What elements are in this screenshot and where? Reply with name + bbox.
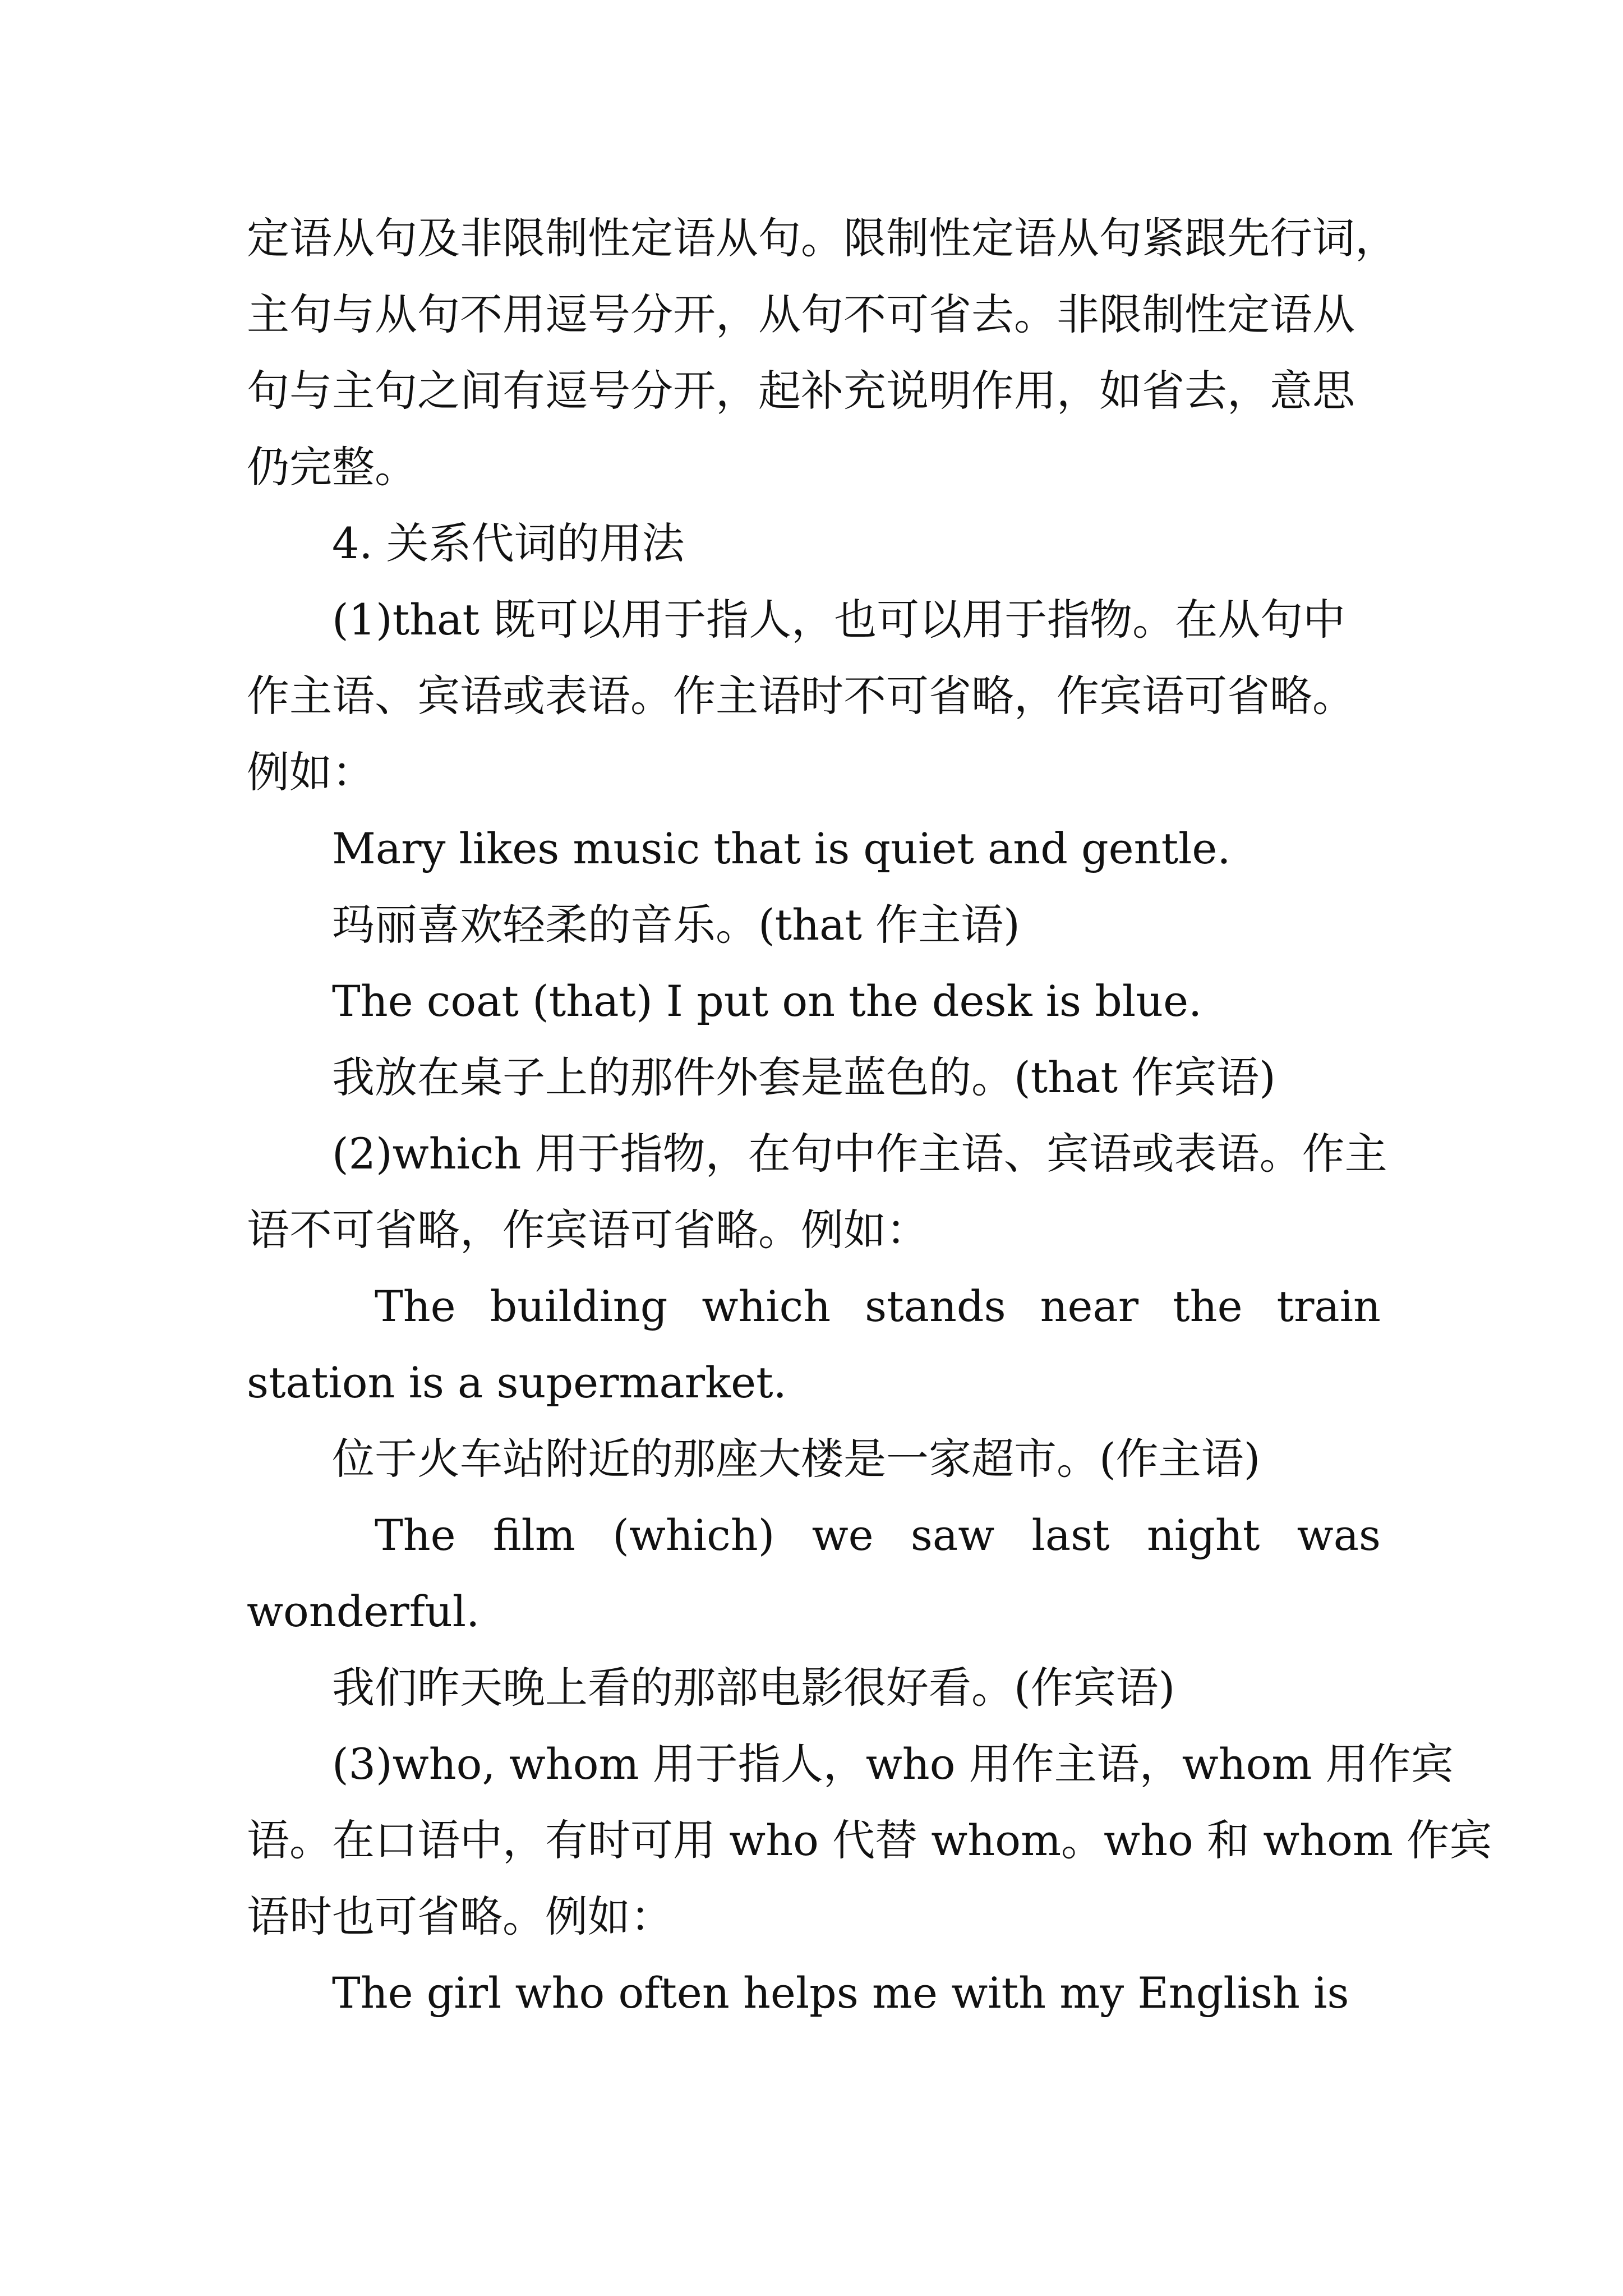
- paragraph-line: 语时也可省略。例如：: [247, 1892, 673, 1941]
- example-translation: 我放在桌子上的那件外套是蓝色的。(that 作宾语): [332, 1052, 1276, 1102]
- paragraph-line: 定语从句及非限制性定语从句。限制性定语从句紧跟先行词，: [247, 213, 1398, 263]
- paragraph-line: (3)who, whom 用于指人，who 用作主语，whom 用作宾: [332, 1739, 1454, 1789]
- example-sentence: The girl who often helps me with my English is: [332, 1968, 1349, 2018]
- example-sentence: The building which stands near the train: [375, 1281, 1381, 1331]
- example-sentence: The coat (that) I put on the desk is blue.: [332, 976, 1202, 1026]
- paragraph-line: 仍完整。: [247, 442, 417, 492]
- example-sentence: station is a supermarket.: [247, 1358, 787, 1407]
- example-sentence: wonderful.: [247, 1586, 480, 1636]
- example-translation: 位于火车站附近的那座大楼是一家超市。(作主语): [332, 1434, 1261, 1484]
- paragraph-line: (2)which 用于指物，在句中作主语、宾语或表语。作主: [332, 1129, 1387, 1179]
- paragraph-line: 作主语、宾语或表语。作主语时不可省略，作宾语可省略。: [247, 671, 1355, 721]
- example-translation: 我们昨天晚上看的那部电影很好看。(作宾语): [332, 1663, 1175, 1713]
- paragraph-line: 主句与从句不用逗号分开，从句不可省去。非限制性定语从: [247, 289, 1355, 339]
- example-sentence: Mary likes music that is quiet and gentle.: [332, 823, 1231, 873]
- paragraph-line: 句与主句之间有逗号分开，起补充说明作用，如省去，意思: [247, 366, 1355, 416]
- section-heading: 4. 关系代词的用法: [332, 518, 685, 568]
- paragraph-line: (1)that 既可以用于指人，也可以用于指物。在从句中: [332, 595, 1346, 645]
- example-translation: 玛丽喜欢轻柔的音乐。(that 作主语): [332, 900, 1020, 950]
- paragraph-line: 语。在口语中，有时可用 who 代替 whom。who 和 whom 作宾: [247, 1815, 1492, 1865]
- paragraph-line: 语不可省略，作宾语可省略。例如：: [247, 1205, 929, 1255]
- example-sentence: The film (which) we saw last night was: [375, 1510, 1381, 1560]
- paragraph-line: 例如：: [247, 747, 375, 797]
